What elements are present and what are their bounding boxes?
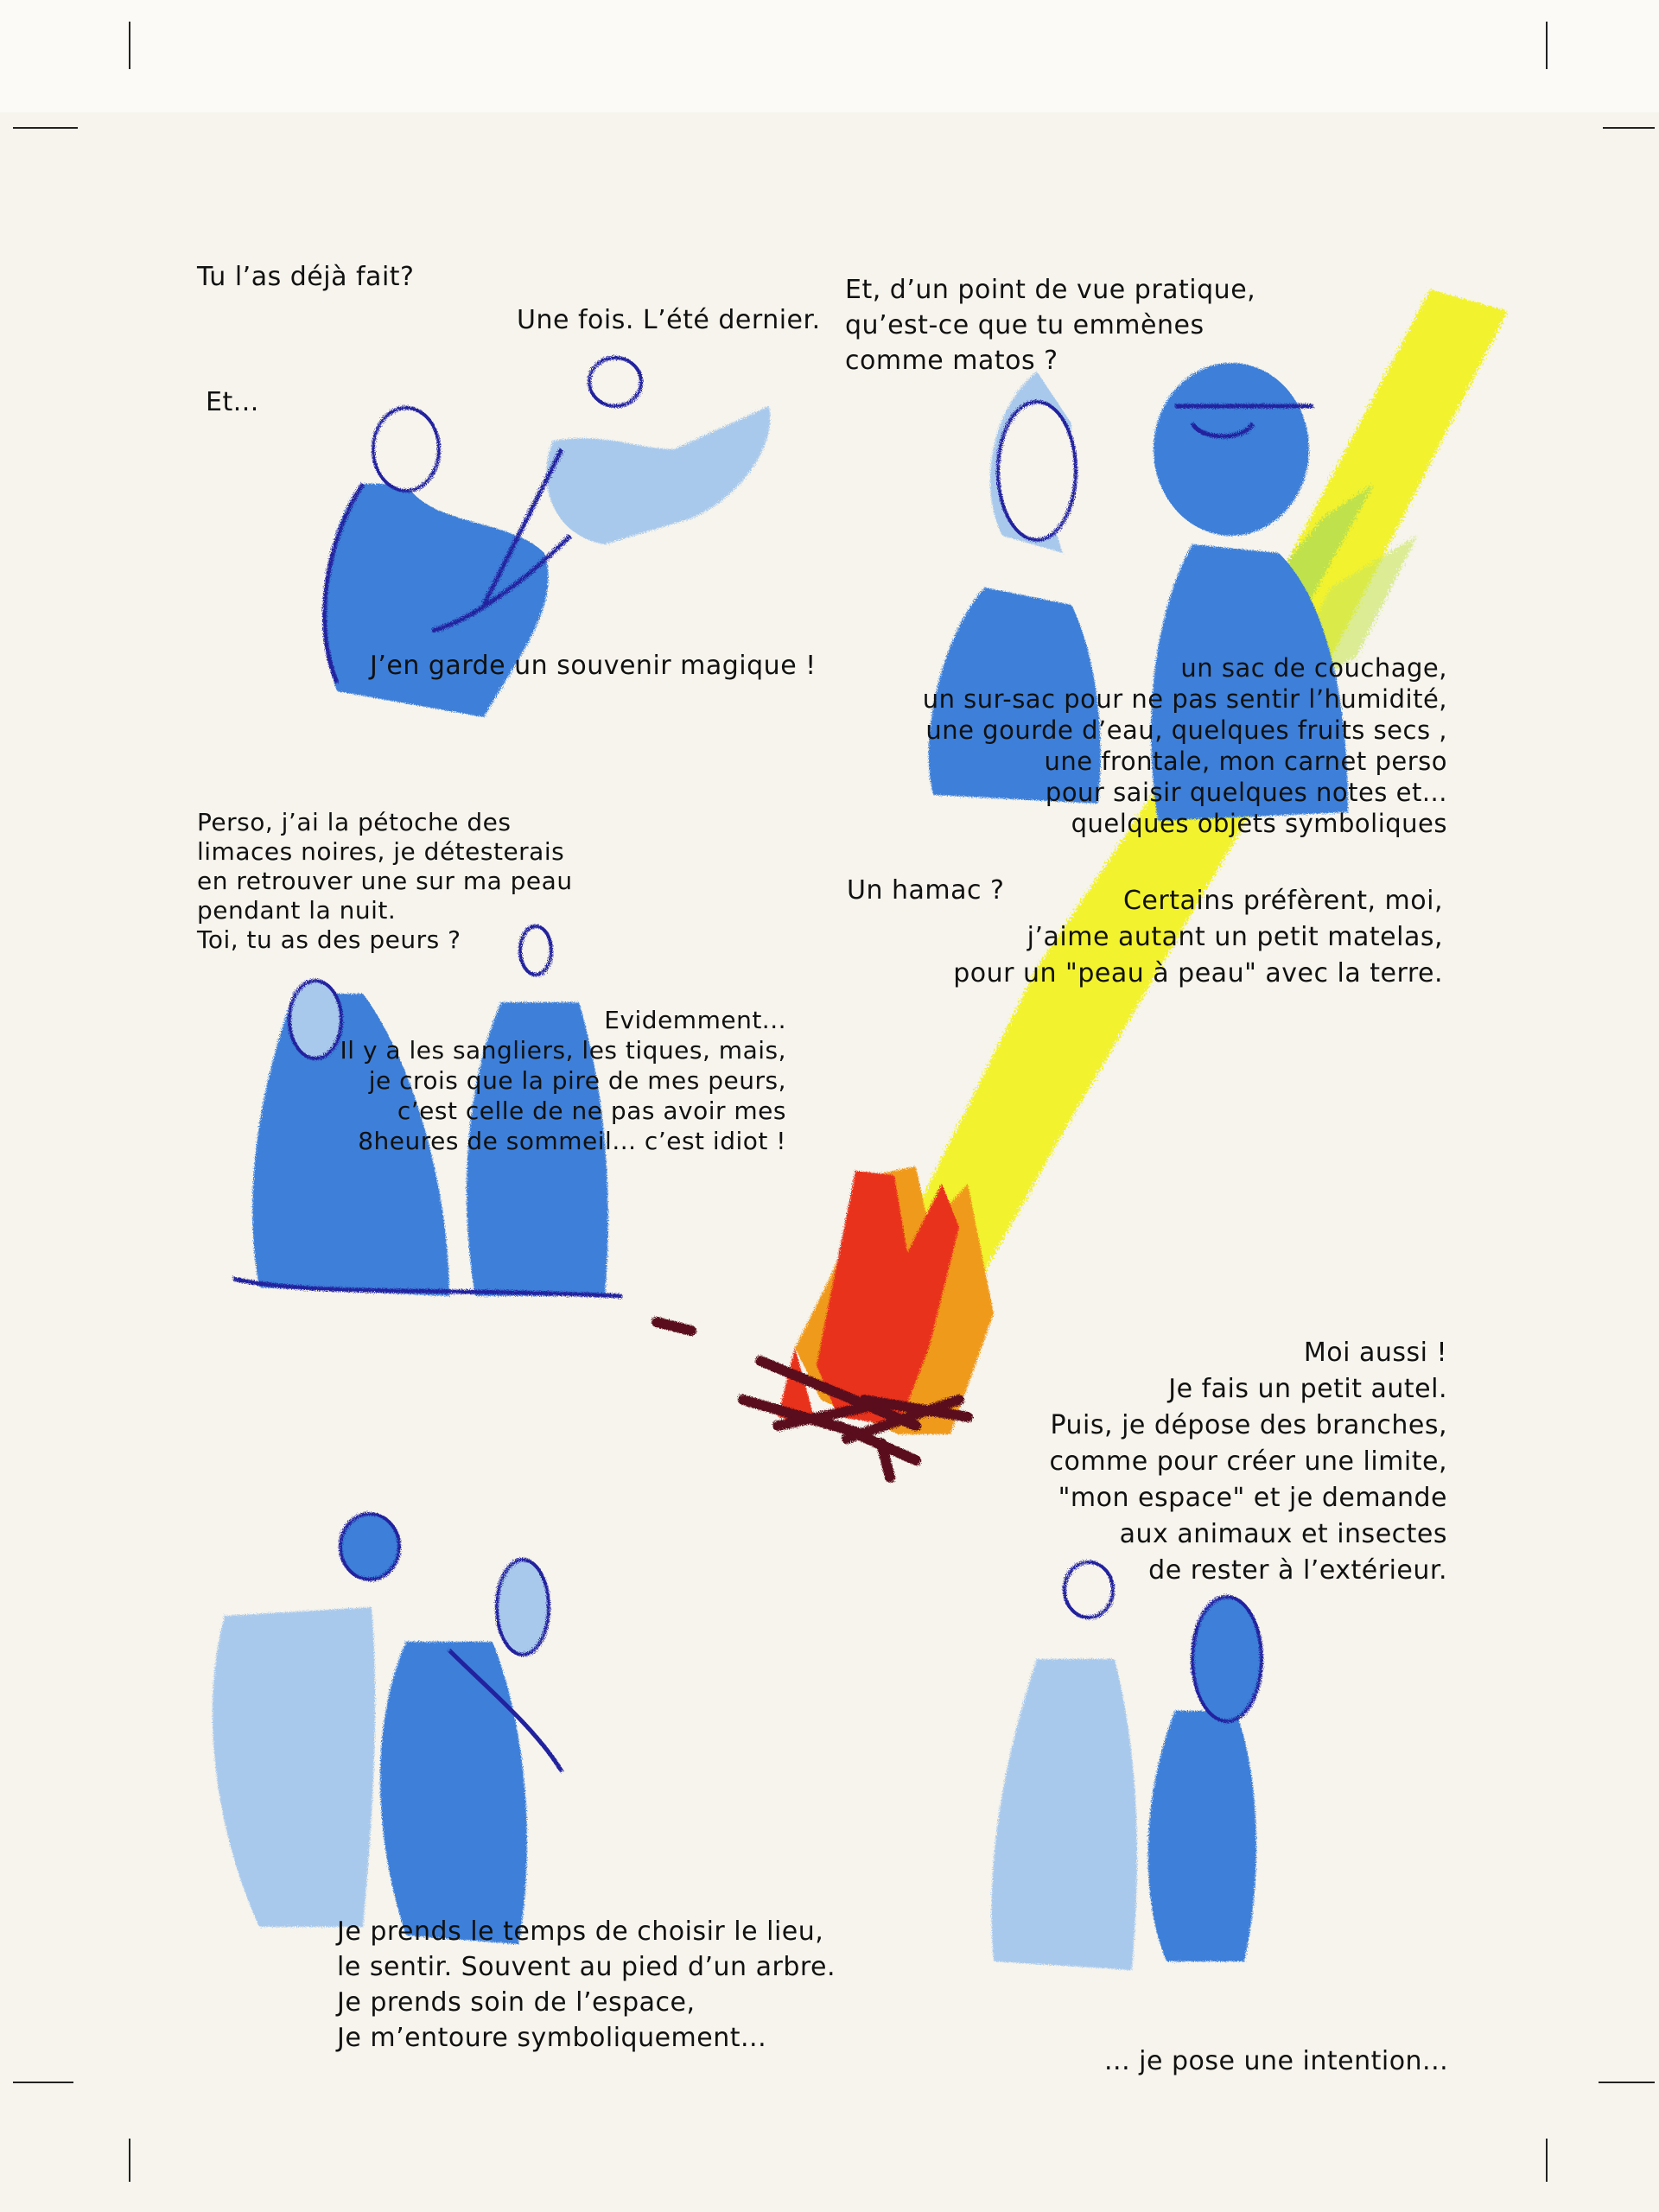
panel1-question-2: Et... [206,387,259,417]
panel4-answer: Certains préfèrent, moi, j’aime autant un petit matelas, pour un "peau à peau" avec la terre. [953,886,1443,988]
panel1-caption: J’en garde un souvenir magique ! [370,651,817,681]
panel4-question: Un hamac ? [847,875,1005,906]
panel6-figures-illustration [213,1514,562,1944]
panel5-text: Moi aussi ! Je fais un petit autel. Puis, je dépose des branches, comme pour créer une limite, "mon espace" et je demande aux animaux et insectes de rester à l’extérieur. [1049,1338,1447,1586]
campfire-illustration [657,1166,994,1478]
panel7-text: ... je pose une intention... [1104,2046,1449,2076]
panel7-figures-illustration [991,1562,1262,1970]
panel3-question: Perso, j’ai la pétoche des limaces noires, je détesterais en retrouver une sur ma peau pendant la nuit. Toi, tu as des peurs ? [197,808,573,954]
panel3-answer: Evidemment... Il y a les sangliers, les tiques, mais, je crois que la pire de mes peurs, c’est celle de ne pas avoir mes 8heures de sommeil... c’est idiot ! [340,1006,786,1155]
panel6-text: Je prends le temps de choisir le lieu, le sentir. Souvent au pied d’un arbre. Je prends soin de l’espace, Je m’entoure symboliquement... [337,1916,836,2053]
panel1-question: Tu l’as déjà fait? [197,262,415,292]
panel2-answer: un sac de couchage, un sur-sac pour ne pas sentir l’humidité, une gourde d’eau, quelques fruits secs , une frontale, mon carnet perso pour saisir quelques notes et... quelques objets symboliques [922,653,1447,838]
panel2-question: Et, d’un point de vue pratique, qu’est-ce que tu emmènes comme matos ? [845,275,1256,376]
panel1-answer: Une fois. L’été dernier. [517,305,821,335]
